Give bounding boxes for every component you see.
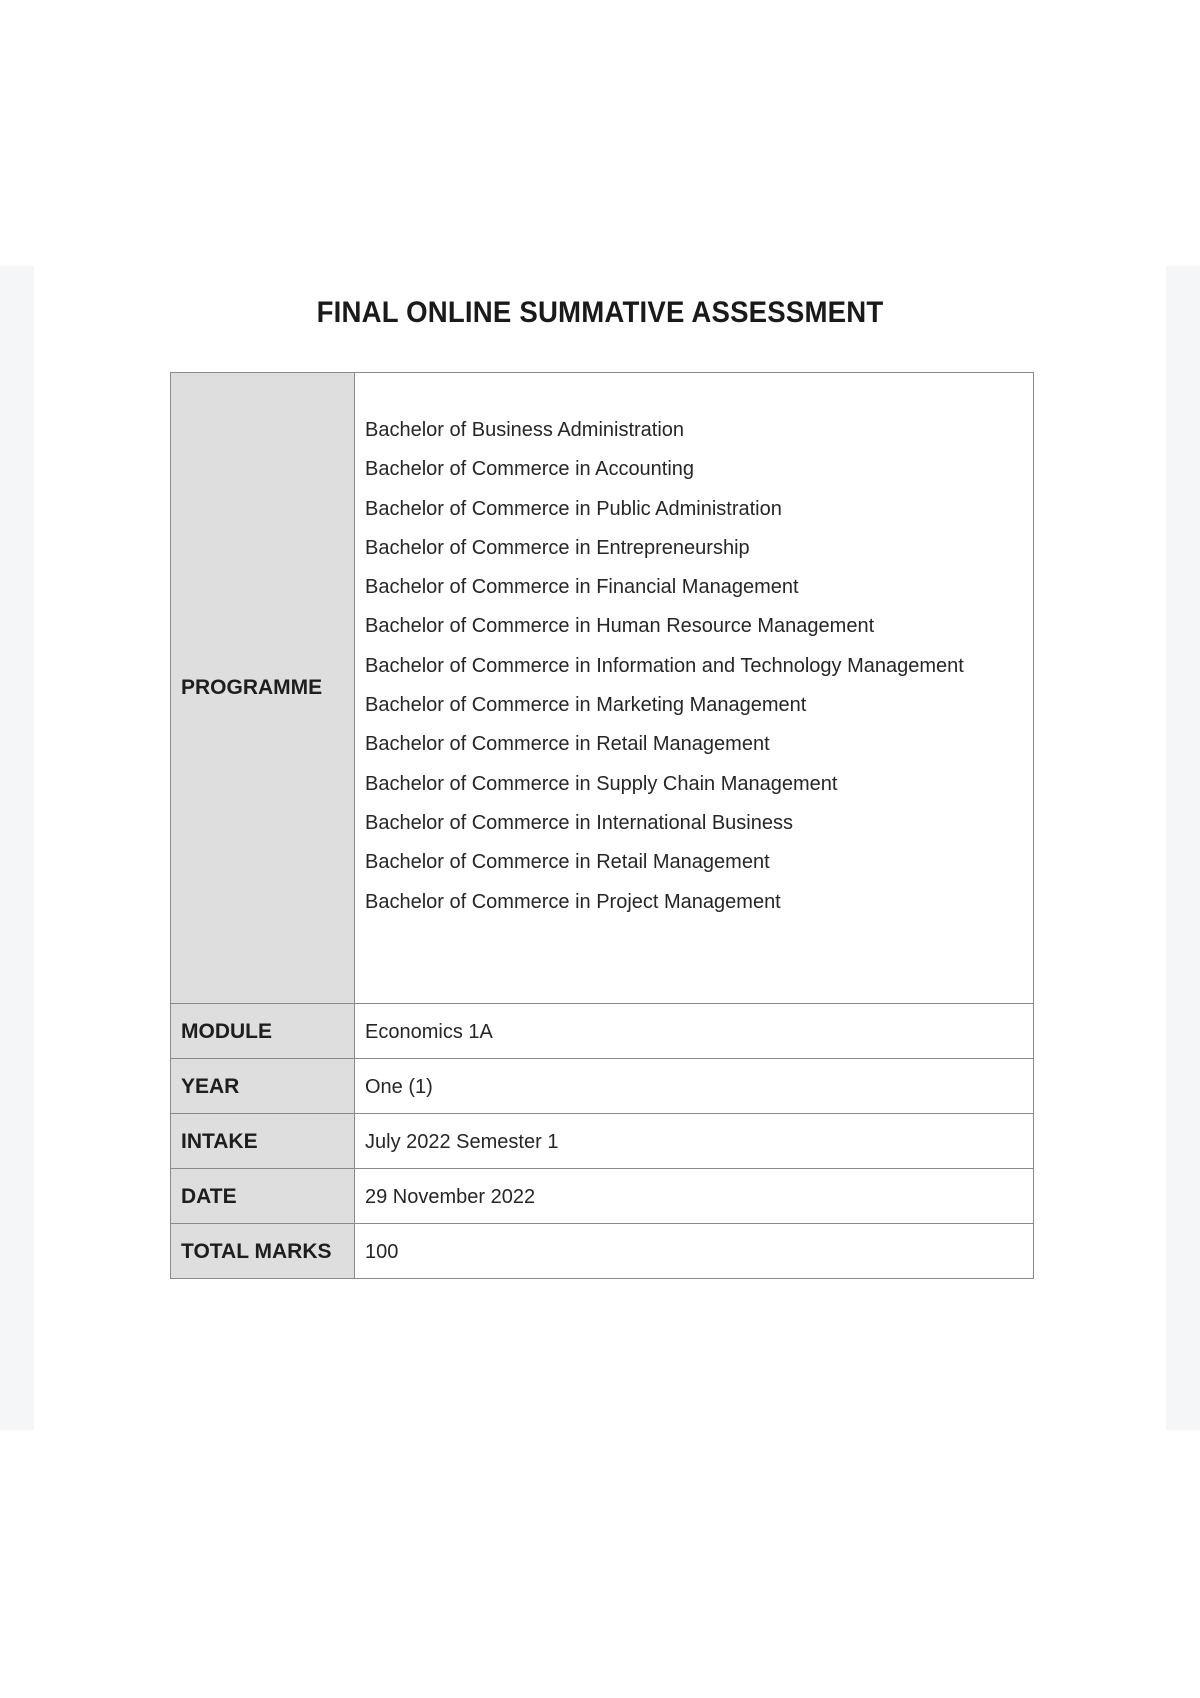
year-value: One (1) — [355, 1059, 1034, 1114]
programme-list-item: Bachelor of Commerce in Project Management — [365, 890, 781, 913]
intake-label: INTAKE — [171, 1114, 355, 1169]
programme-list — [365, 411, 1023, 922]
table-row-date — [171, 1169, 1034, 1224]
table-row-intake — [171, 1114, 1034, 1169]
document-title: FINAL ONLINE SUMMATIVE ASSESSMENT — [316, 296, 884, 329]
programme-list-item: Bachelor of Commerce in International Business — [365, 811, 793, 834]
programme-list-item: Bachelor of Commerce in Marketing Management — [365, 694, 807, 717]
programme-list-item: Bachelor of Commerce in Public Administration — [365, 497, 782, 520]
programme-list-item: Bachelor of Commerce in Information and Technology Management — [365, 654, 964, 677]
programme-label: PROGRAMME — [171, 373, 355, 1004]
date-label: DATE — [171, 1169, 355, 1224]
module-value: Economics 1A — [355, 1004, 1034, 1059]
programme-list-item: Bachelor of Commerce in Human Resource Management — [365, 615, 875, 638]
programme-list-item: Bachelor of Commerce in Financial Management — [365, 576, 799, 599]
table-row-total-marks — [171, 1224, 1034, 1279]
programme-list-item: Bachelor of Business Administration — [365, 419, 685, 441]
intake-value: July 2022 Semester 1 — [355, 1114, 1034, 1169]
programme-list-item: Bachelor of Commerce in Retail Management — [365, 733, 770, 756]
programme-value-cell — [355, 373, 1034, 1004]
module-label: MODULE — [171, 1004, 355, 1059]
table-row-year — [171, 1059, 1034, 1114]
programme-list-item: Bachelor of Commerce in Entrepreneurship — [365, 536, 750, 559]
table-row-programme — [171, 373, 1034, 1004]
total-marks-label: TOTAL MARKS — [171, 1224, 355, 1279]
table-row-module — [171, 1004, 1034, 1059]
assessment-details-table — [170, 372, 1034, 1279]
year-label: YEAR — [171, 1059, 355, 1114]
programme-list-item: Bachelor of Commerce in Supply Chain Management — [365, 772, 838, 795]
programme-list-item: Bachelor of Commerce in Accounting — [365, 458, 695, 481]
date-value: 29 November 2022 — [355, 1169, 1034, 1224]
total-marks-value: 100 — [355, 1224, 1034, 1279]
programme-list-item: Bachelor of Commerce in Retail Management — [365, 851, 770, 874]
